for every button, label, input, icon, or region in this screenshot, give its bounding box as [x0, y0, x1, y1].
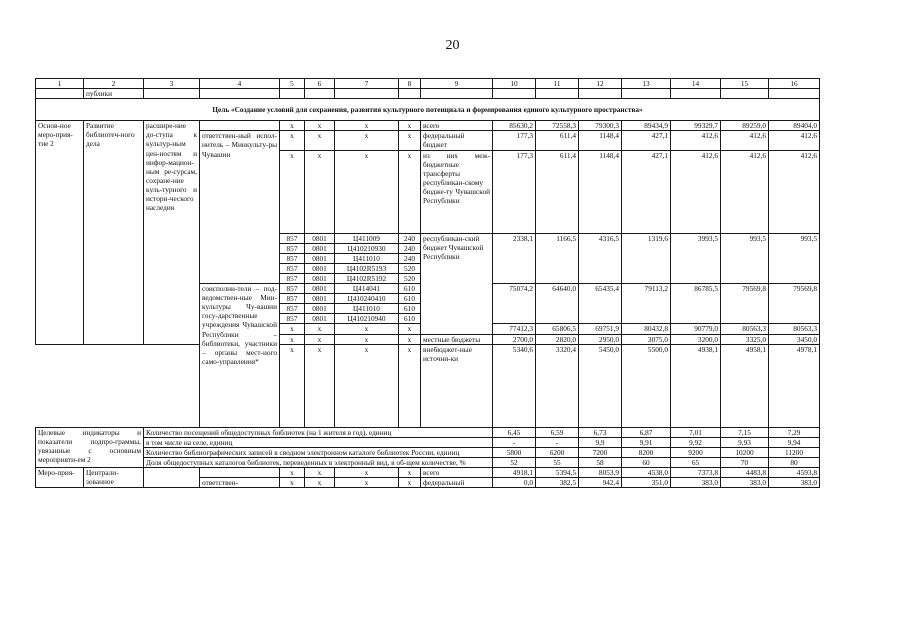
code-cell: 240: [399, 233, 421, 243]
value-cell: 7,29: [769, 427, 820, 437]
code-cell: 857: [280, 263, 305, 273]
value-cell: 60: [622, 457, 671, 467]
value-cell: 6,73: [579, 427, 622, 437]
code-cell: х: [399, 467, 421, 477]
value-cell: 90779,0: [671, 324, 721, 334]
code-cell: х: [305, 478, 335, 488]
value-cell: 3320,4: [536, 344, 579, 427]
value-cell: 79569,8: [769, 284, 820, 324]
page-number: 20: [445, 38, 460, 53]
code-cell: 0801: [305, 294, 335, 304]
code-cell: х: [335, 324, 399, 334]
code-cell: х: [399, 150, 421, 233]
value-cell: 3325,0: [721, 334, 769, 344]
code-cell: 610: [399, 314, 421, 324]
value-cell: 993,5: [721, 233, 769, 283]
column-number: 6: [305, 79, 335, 89]
value-cell: 412,6: [769, 150, 820, 233]
value-cell: 7373,8: [671, 467, 721, 477]
code-cell: Ц4102R5193: [335, 263, 399, 273]
value-cell: 0,0: [493, 478, 536, 488]
value-cell: 412,6: [671, 131, 721, 150]
value-cell: 6,59: [536, 427, 579, 437]
value-cell: 4538,0: [622, 467, 671, 477]
value-cell: 383,0: [769, 478, 820, 488]
code-cell: 610: [399, 294, 421, 304]
value-cell: 79300,3: [579, 121, 622, 131]
column-number: 8: [399, 79, 421, 89]
value-cell: 942,4: [579, 478, 622, 488]
indicator-text: в том числе на селе, единиц: [144, 437, 493, 447]
code-cell: 857: [280, 314, 305, 324]
indicator-text: Количество посещений общедоступных библиотек (на 1 жителя в год), единиц: [144, 427, 493, 437]
value-cell: 6,87: [622, 427, 671, 437]
code-cell: х: [399, 131, 421, 150]
value-cell: 58: [579, 457, 622, 467]
value-cell: 80563,3: [769, 324, 820, 334]
code-cell: х: [305, 121, 335, 131]
column-number-row: [36, 79, 820, 89]
value-cell: 9200: [671, 447, 721, 457]
value-cell: 89404,0: [769, 121, 820, 131]
column-number: 7: [335, 79, 399, 89]
value-cell: 70: [721, 457, 769, 467]
value-cell: 4593,8: [769, 467, 820, 477]
value-cell: 52: [493, 457, 536, 467]
code-cell: 610: [399, 284, 421, 294]
value-cell: 75074,2: [493, 284, 536, 324]
code-cell: Ц411010: [335, 253, 399, 263]
code-cell: х: [305, 131, 335, 150]
code-cell: х: [335, 478, 399, 488]
source-cell: федеральный бюджет: [421, 131, 493, 150]
value-cell: 5800: [493, 447, 536, 457]
previous-row-continuation: [36, 89, 820, 99]
code-cell: 857: [280, 233, 305, 243]
value-cell: 1166,5: [536, 233, 579, 283]
value-cell: 7,01: [671, 427, 721, 437]
value-cell: 80563,3: [721, 324, 769, 334]
value-cell: 6200: [536, 447, 579, 457]
value-cell: 383,0: [721, 478, 769, 488]
event-description: расшире-ние до-ступа к культур-ным цен-ностям и инфор-мацион-ным ре-сурсам, сохране-ние куль-турного и истори-ческого наследия: [144, 121, 200, 344]
event2-total-row: [36, 121, 820, 131]
source-cell: местные бюджеты: [421, 334, 493, 344]
value-cell: 8200: [622, 447, 671, 457]
code-cell: 0801: [305, 273, 335, 283]
value-cell: 8053,9: [579, 467, 622, 477]
value-cell: 6,45: [493, 427, 536, 437]
goal-row: [36, 99, 820, 121]
event-type: Меро-прия-: [36, 467, 84, 487]
source-cell: республикан-ский бюджет Чувашской Республики: [421, 233, 493, 334]
value-cell: 64640,0: [536, 284, 579, 324]
value-cell: 383,0: [671, 478, 721, 488]
code-cell: х: [280, 131, 305, 150]
code-cell: х: [305, 150, 335, 233]
indicator-text: Количество библиографических записей в сводном электронном каталоге библиотек России, единиц: [144, 447, 493, 457]
indicator-text: Доля общедоступных каталогов библиотек, переведенных в электронный вид, в об-щем количестве, %: [144, 457, 493, 467]
code-cell: 857: [280, 284, 305, 294]
column-number: 2: [84, 79, 144, 89]
value-cell: 177,3: [493, 150, 536, 233]
value-cell: 412,6: [721, 131, 769, 150]
column-number: 11: [536, 79, 579, 89]
value-cell: 4958,1: [721, 344, 769, 427]
value-cell: 55: [536, 457, 579, 467]
code-cell: Ц410240410: [335, 294, 399, 304]
column-number: 3: [144, 79, 200, 89]
budget-table: [35, 78, 820, 488]
value-cell: 69751,9: [579, 324, 622, 334]
code-cell: х: [399, 344, 421, 427]
source-cell: федеральный: [421, 478, 493, 488]
value-cell: 2700,0: [493, 334, 536, 344]
code-cell: 857: [280, 253, 305, 263]
value-cell: 85630,2: [493, 121, 536, 131]
value-cell: 4316,5: [579, 233, 622, 283]
value-cell: 80: [769, 457, 820, 467]
code-cell: Ц4102R5192: [335, 273, 399, 283]
code-cell: х: [335, 131, 399, 150]
column-number: 14: [671, 79, 721, 89]
event21-total-row: [36, 467, 820, 477]
event-type: Основ-ное меро-прия-тие 2: [36, 121, 84, 344]
value-cell: 1319,6: [622, 233, 671, 283]
code-cell: х: [280, 467, 305, 477]
code-cell: х: [335, 344, 399, 427]
value-cell: 9,9: [579, 437, 622, 447]
value-cell: 1148,4: [579, 150, 622, 233]
event-name: Развитие библиотеч-ного дела: [84, 121, 144, 344]
code-cell: 0801: [305, 233, 335, 243]
code-cell: 0801: [305, 314, 335, 324]
code-cell: х: [399, 121, 421, 131]
code-cell: х: [305, 334, 335, 344]
value-cell: 3450,0: [769, 334, 820, 344]
code-cell: х: [305, 344, 335, 427]
column-number: 15: [721, 79, 769, 89]
code-cell: 520: [399, 263, 421, 273]
value-cell: 7,15: [721, 427, 769, 437]
value-cell: 5450,0: [579, 344, 622, 427]
value-cell: 9,94: [769, 437, 820, 447]
responsible-executor: ответствен-: [200, 478, 280, 488]
code-cell: х: [280, 344, 305, 427]
code-cell: 857: [280, 243, 305, 253]
indicator-row: [36, 447, 820, 457]
code-cell: х: [280, 334, 305, 344]
column-number: 4: [200, 79, 280, 89]
code-cell: х: [305, 467, 335, 477]
code-cell: 240: [399, 243, 421, 253]
code-cell: х: [280, 324, 305, 334]
value-cell: 3075,0: [622, 334, 671, 344]
value-cell: 65435,4: [579, 284, 622, 324]
indicator-row: [36, 437, 820, 447]
value-cell: 351,0: [622, 478, 671, 488]
code-cell: х: [335, 467, 399, 477]
value-cell: 2950,0: [579, 334, 622, 344]
indicator-row: [36, 457, 820, 467]
value-cell: 89259,0: [721, 121, 769, 131]
value-cell: 79569,8: [721, 284, 769, 324]
value-cell: 5340,6: [493, 344, 536, 427]
value-cell: 86785,5: [671, 284, 721, 324]
value-cell: 4483,8: [721, 467, 769, 477]
column-number: 10: [493, 79, 536, 89]
value-cell: 993,5: [769, 233, 820, 283]
code-cell: 857: [280, 273, 305, 283]
value-cell: 4938,1: [671, 344, 721, 427]
code-cell: 610: [399, 304, 421, 314]
coexecutors: соисполни-тели – под-ведомствен-ные Мин-культуры Чу-вашии госу-дарственные учреждения Чувашской Республики – библиотеки, участники – органы мест-ного само-управления*: [200, 284, 280, 428]
responsible-executor: ответствен-ный испол-нитель – Минкульту-ры Чувашии: [200, 131, 280, 284]
code-cell: х: [399, 478, 421, 488]
value-cell: 89434,9: [622, 121, 671, 131]
value-cell: 72558,3: [536, 121, 579, 131]
code-cell: 520: [399, 273, 421, 283]
value-cell: 79113,2: [622, 284, 671, 324]
value-cell: 80432,8: [622, 324, 671, 334]
previous-row-text: публики: [84, 89, 144, 99]
value-cell: -: [493, 437, 536, 447]
source-cell: внебюджет-ные источни-ки: [421, 344, 493, 427]
value-cell: 9,91: [622, 437, 671, 447]
value-cell: 99329,7: [671, 121, 721, 131]
column-number: 12: [579, 79, 622, 89]
code-cell: 0801: [305, 304, 335, 314]
value-cell: 382,5: [536, 478, 579, 488]
value-cell: 9,92: [671, 437, 721, 447]
indicators-label: Целевые индикаторы и показатели подпро-граммы, увязанные с основным мероприяти-ем 2: [36, 427, 144, 467]
column-number: 9: [421, 79, 493, 89]
value-cell: 3993,5: [671, 233, 721, 283]
value-cell: 5394,5: [536, 467, 579, 477]
value-cell: 412,6: [721, 150, 769, 233]
indicator-row: [36, 427, 820, 437]
value-cell: 65806,5: [536, 324, 579, 334]
value-cell: 5500,0: [622, 344, 671, 427]
column-number: 16: [769, 79, 820, 89]
value-cell: 4978,1: [769, 344, 820, 427]
value-cell: 427,1: [622, 150, 671, 233]
code-cell: Ц414041: [335, 284, 399, 294]
code-cell: х: [335, 121, 399, 131]
value-cell: 611,4: [536, 150, 579, 233]
event-name: Централи-зованное: [84, 467, 144, 487]
value-cell: 427,1: [622, 131, 671, 150]
code-cell: 0801: [305, 253, 335, 263]
code-cell: Ц410210940: [335, 314, 399, 324]
code-cell: Ц411009: [335, 233, 399, 243]
source-cell: из них меж-бюджетные трансферты республикан-скому бюдже-ту Чувашской Республики: [421, 150, 493, 233]
value-cell: 11200: [769, 447, 820, 457]
source-cell: всего: [421, 467, 493, 477]
value-cell: 177,3: [493, 131, 536, 150]
value-cell: 611,4: [536, 131, 579, 150]
value-cell: -: [536, 437, 579, 447]
code-cell: х: [280, 150, 305, 233]
code-cell: 240: [399, 253, 421, 263]
value-cell: 412,6: [769, 131, 820, 150]
code-cell: Ц411010: [335, 304, 399, 314]
value-cell: 2820,0: [536, 334, 579, 344]
value-cell: 65: [671, 457, 721, 467]
code-cell: 0801: [305, 263, 335, 273]
source-cell: всего: [421, 121, 493, 131]
code-cell: х: [280, 478, 305, 488]
value-cell: 2338,1: [493, 233, 536, 283]
code-cell: х: [335, 334, 399, 344]
column-number: 5: [280, 79, 305, 89]
goal-text: Цель «Создание условий для сохранения, развития культурного потенциала и формирования единого культурного пространства»: [36, 99, 820, 121]
value-cell: 9,93: [721, 437, 769, 447]
code-cell: 857: [280, 294, 305, 304]
column-number: 1: [36, 79, 84, 89]
code-cell: х: [399, 324, 421, 334]
code-cell: х: [305, 324, 335, 334]
code-cell: 0801: [305, 284, 335, 294]
code-cell: 0801: [305, 243, 335, 253]
code-cell: х: [335, 150, 399, 233]
code-cell: х: [280, 121, 305, 131]
code-cell: х: [399, 334, 421, 344]
column-number: 13: [622, 79, 671, 89]
value-cell: 412,6: [671, 150, 721, 233]
value-cell: 3200,0: [671, 334, 721, 344]
value-cell: 1148,4: [579, 131, 622, 150]
value-cell: 77412,3: [493, 324, 536, 334]
code-cell: 857: [280, 304, 305, 314]
code-cell: Ц410210930: [335, 243, 399, 253]
value-cell: 4918,1: [493, 467, 536, 477]
value-cell: 7200: [579, 447, 622, 457]
responsible-executor: [200, 467, 280, 477]
value-cell: 10200: [721, 447, 769, 457]
